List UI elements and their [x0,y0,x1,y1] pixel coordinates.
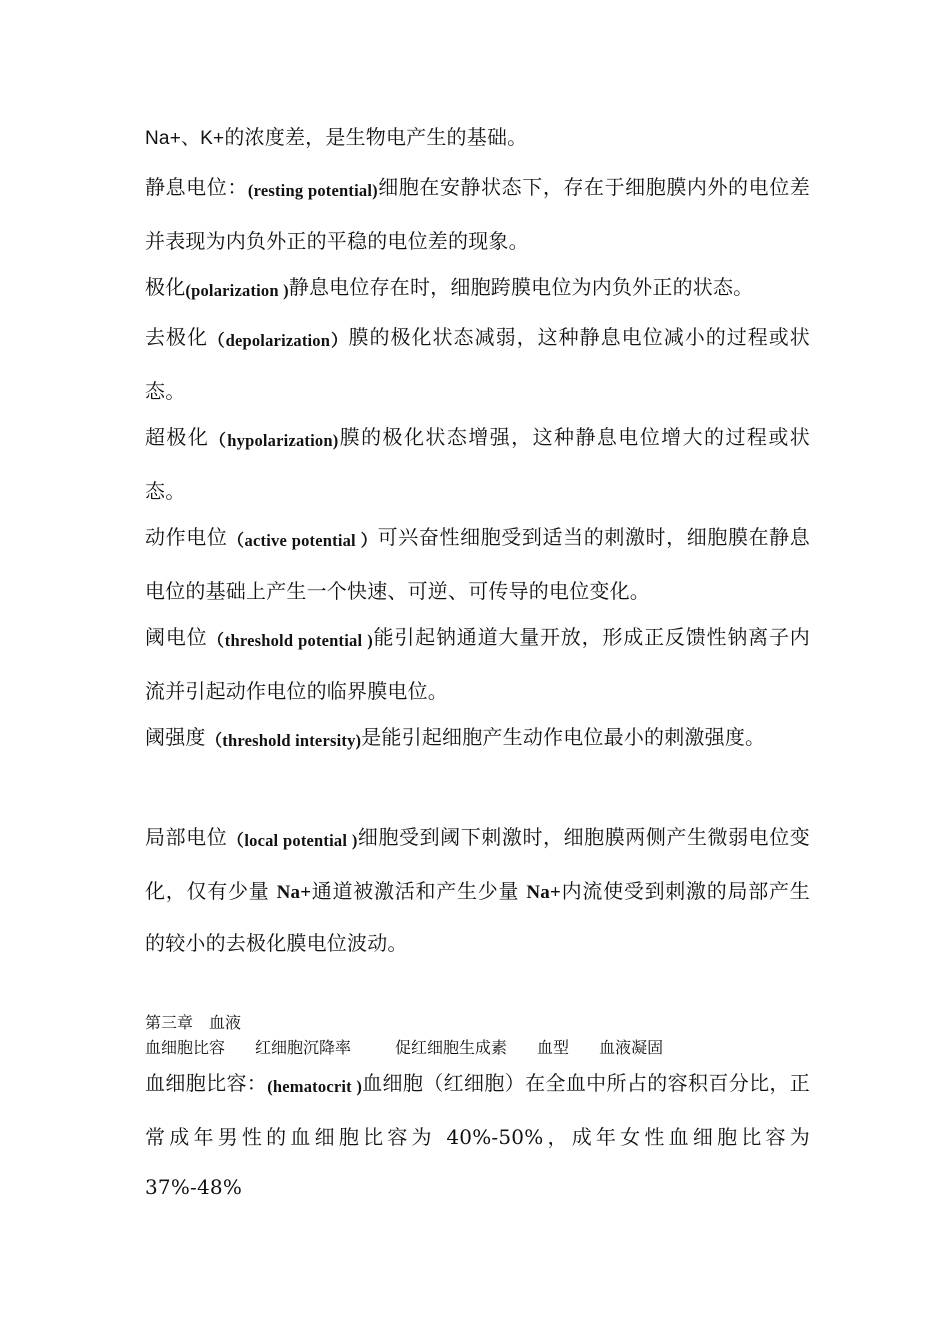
definition-term: 去极化 [145,325,209,349]
definition-english-term: （active potential ） [227,531,378,550]
definition-english-term: (hematocrit ) [267,1077,363,1096]
definition-hyperpolarization [145,412,810,516]
definition-polarization [145,262,810,316]
definition-english-term: （threshold intersity) [205,731,362,750]
definition-english-term: （threshold potential ) [207,631,373,650]
sodium-ion-label: Na+ [526,882,562,903]
ion-symbols: Na+、K+ [145,128,225,149]
sodium-ion-label: Na+ [276,882,312,903]
definition-english-term: (resting potential) [247,181,378,200]
intro-paragraph [145,112,810,164]
definition-action-potential [145,512,810,616]
keyword: 红细胞沉降率 [255,1038,352,1057]
definition-text: 可兴奋性细胞受到适当的刺激时，细胞膜在静息电位的基础上产生一个快速、可逆、可传导的电位变化。 [145,525,810,603]
definition-text: 膜的极化状态增强，这种静息电位增大的过程或状态。 [145,425,810,503]
definition-text: 静息电位存在时，细胞跨膜电位为内负外正的状态。 [288,275,754,299]
definition-resting-potential [145,162,810,266]
definition-depolarization [145,312,810,416]
definition-text: 细胞受到阈下刺激时，细胞膜两侧产生微弱电位变化，仅有少量 [145,825,810,903]
definition-english-term: （hypolarization) [209,431,339,450]
definition-term: 动作电位 [145,525,228,549]
definition-term: 阈电位 [145,625,208,649]
definition-threshold-intensity [145,712,810,766]
definition-english-term: (polarization ) [185,281,289,300]
definition-term: 超极化 [145,425,210,449]
definition-text: 是能引起细胞产生动作电位最小的刺激强度。 [361,725,766,749]
keyword: 促红细胞生成素 [395,1038,508,1057]
chapter-keywords [145,1037,663,1059]
chapter-heading: 第三章 血液 [145,1013,242,1032]
keyword: 血细胞比容 [145,1038,226,1057]
definition-term: 阈强度 [145,725,206,749]
definition-text: 能引起钠通道大量开放，形成正反馈性钠离子内流并引起动作电位的临界膜电位。 [145,625,810,703]
definition-english-term: （local potential ) [227,831,358,850]
definition-term: 极化 [145,275,186,299]
definition-hematocrit [145,1058,810,1212]
definition-local-potential [145,812,810,968]
definition-text: 膜的极化状态减弱，这种静息电位减小的过程或状态。 [145,325,811,403]
definition-text: 细胞在安静状态下，存在于细胞膜内外的电位差并表现为内负外正的平稳的电位差的现象。 [145,175,810,253]
keyword: 血型 [537,1038,570,1057]
intro-text: 的浓度差，是生物电产生的基础。 [224,125,528,149]
definition-english-term: （depolarization） [208,331,349,350]
definition-term: 局部电位 [145,825,228,849]
definition-text: 内流使受到刺激的局部产生的较小的去极化膜电位波动。 [145,879,810,955]
definition-text: 血细胞（红细胞）在全血中所占的容积百分比，正常成年男性的血细胞比容为 40%-50%，成年女性血细胞比容为 37%-48% [145,1071,810,1199]
keyword: 血液凝固 [599,1038,664,1057]
definition-threshold-potential [145,612,810,716]
definition-term: 血细胞比容： [145,1071,268,1095]
definition-text: 通道被激活和产生少量 [311,879,527,903]
definition-term: 静息电位： [145,175,248,199]
